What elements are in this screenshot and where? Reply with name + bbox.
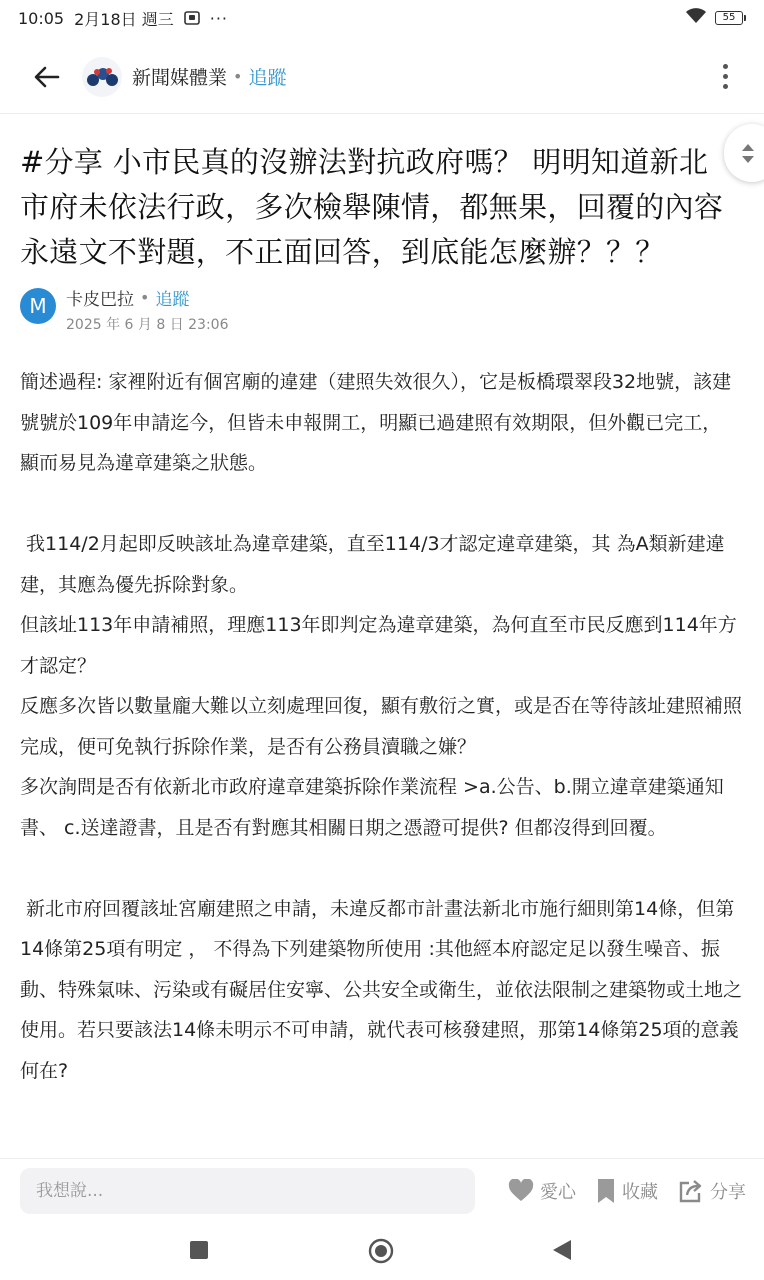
author-line [66,284,229,310]
status-right [685,8,746,28]
article-title: #分享 小市民真的沒辦法對抗政府嗎？ 明明知道新北市府未依法行政，多次檢舉陳情，都無果，回覆的內容永遠文不對題，不正面回答，到底能怎麼辦？？？ [20,145,724,269]
share-label: 分享 [710,1181,746,1203]
save-label: 收藏 [622,1181,658,1203]
battery-tip [744,15,746,21]
status-bar [0,0,764,36]
comment-input[interactable] [20,1168,475,1214]
save-button[interactable] [596,1178,658,1204]
post-date: 2025 年 6 月 8 日 23:06 [66,317,229,333]
article-paragraph: 簡述過程: 家裡附近有個宮廟的違建（建照失效很久），它是板橋環翠段32地號，該建號號於109年申請迄今，但皆未申報開工，明顯已過建照有效期限，但外觀已完工， 顯而易見為違章建築之狀態。 [20,371,732,474]
more-options-button[interactable] [710,57,740,97]
news-logo-icon [84,62,120,92]
nav-home-button[interactable] [367,1237,395,1265]
follow-channel-button[interactable]: 追蹤 [248,67,287,89]
share-button[interactable] [678,1178,746,1204]
back-button[interactable] [30,60,64,94]
heart-icon [508,1179,534,1203]
nav-recents-icon [190,1241,208,1259]
author-name[interactable]: 卡皮巴拉 [66,289,134,310]
action-buttons [508,1178,746,1204]
paragraph-gap [20,848,744,889]
separator-dot: • [233,67,243,86]
nav-recents-button[interactable] [188,1239,210,1261]
like-label: 愛心 [540,1181,576,1203]
notification-icon [184,11,200,25]
more-vert-icon [723,74,728,79]
author-meta [66,284,229,334]
battery-level: 55 [715,11,743,25]
status-date: 2月18日 週三 [74,9,174,29]
paragraph-gap [20,484,744,525]
author-row [20,284,229,334]
nav-back-icon [552,1239,572,1261]
scroll-down-icon [742,156,754,163]
battery-icon [715,11,746,25]
article-paragraph: 我114/2月起即反映該址為違章建築，直至114/3才認定違章建築，其 為A類新建違建，其應為優先拆除對象。 但該址113年申請補照，理應113年即判定為違章建築，為何直至市民反應到114年方才認定？ 反應多次皆以數量龐大難以立刻處理回復，顯有敷衍之實，或是否在等待該址建照補照完成，便可免執行拆除作業，是否有公務員瀆職之嫌？ 多次詢問是否有依新北市政府違章建築拆除作業流程 >a.公告、b.開立違章建築通知書、 c.送達證書，且是否有對應其相關日期之憑證可提供? 但都沒得到回覆。 [20,533,743,839]
more-vert-icon [723,64,728,69]
nav-back-button[interactable] [550,1238,574,1262]
scroll-up-icon [742,144,754,151]
action-bar [0,1158,764,1222]
status-time: 10:05 [18,8,65,28]
nav-home-icon [368,1238,394,1264]
back-arrow-icon [34,66,60,88]
scroll-toggle-button[interactable] [724,124,764,182]
channel-name[interactable]: 新聞媒體業 [132,67,228,89]
bookmark-icon [596,1178,616,1204]
channel-avatar[interactable] [82,57,122,97]
separator-dot: • [140,287,150,307]
system-nav-bar [0,1222,764,1280]
app-header [0,40,764,114]
follow-author-button[interactable]: 追蹤 [155,289,190,310]
wifi-icon [685,8,707,28]
article-paragraph: 新北市府回覆該址宮廟建照之申請，未違反都市計畫法新北市施行細則第14條，但第14條第25項有明定 ， 不得為下列建築物所使用 :其他經本府認定足以發生噪音、振動、特殊氣味、污染或有礙居住安寧、公共安全或衛生，並依法限制之建築物或土地之使用。若只要該法14條未明示不可申請，就代表可核發建照，那第14條第25項的意義何在? [20,897,743,1082]
more-vert-icon [723,84,728,89]
share-icon [678,1179,704,1203]
article-body [20,362,744,1091]
like-button[interactable] [508,1178,576,1204]
status-left [18,7,228,30]
status-extra: ··· [209,8,229,28]
author-avatar[interactable]: M [20,288,56,324]
